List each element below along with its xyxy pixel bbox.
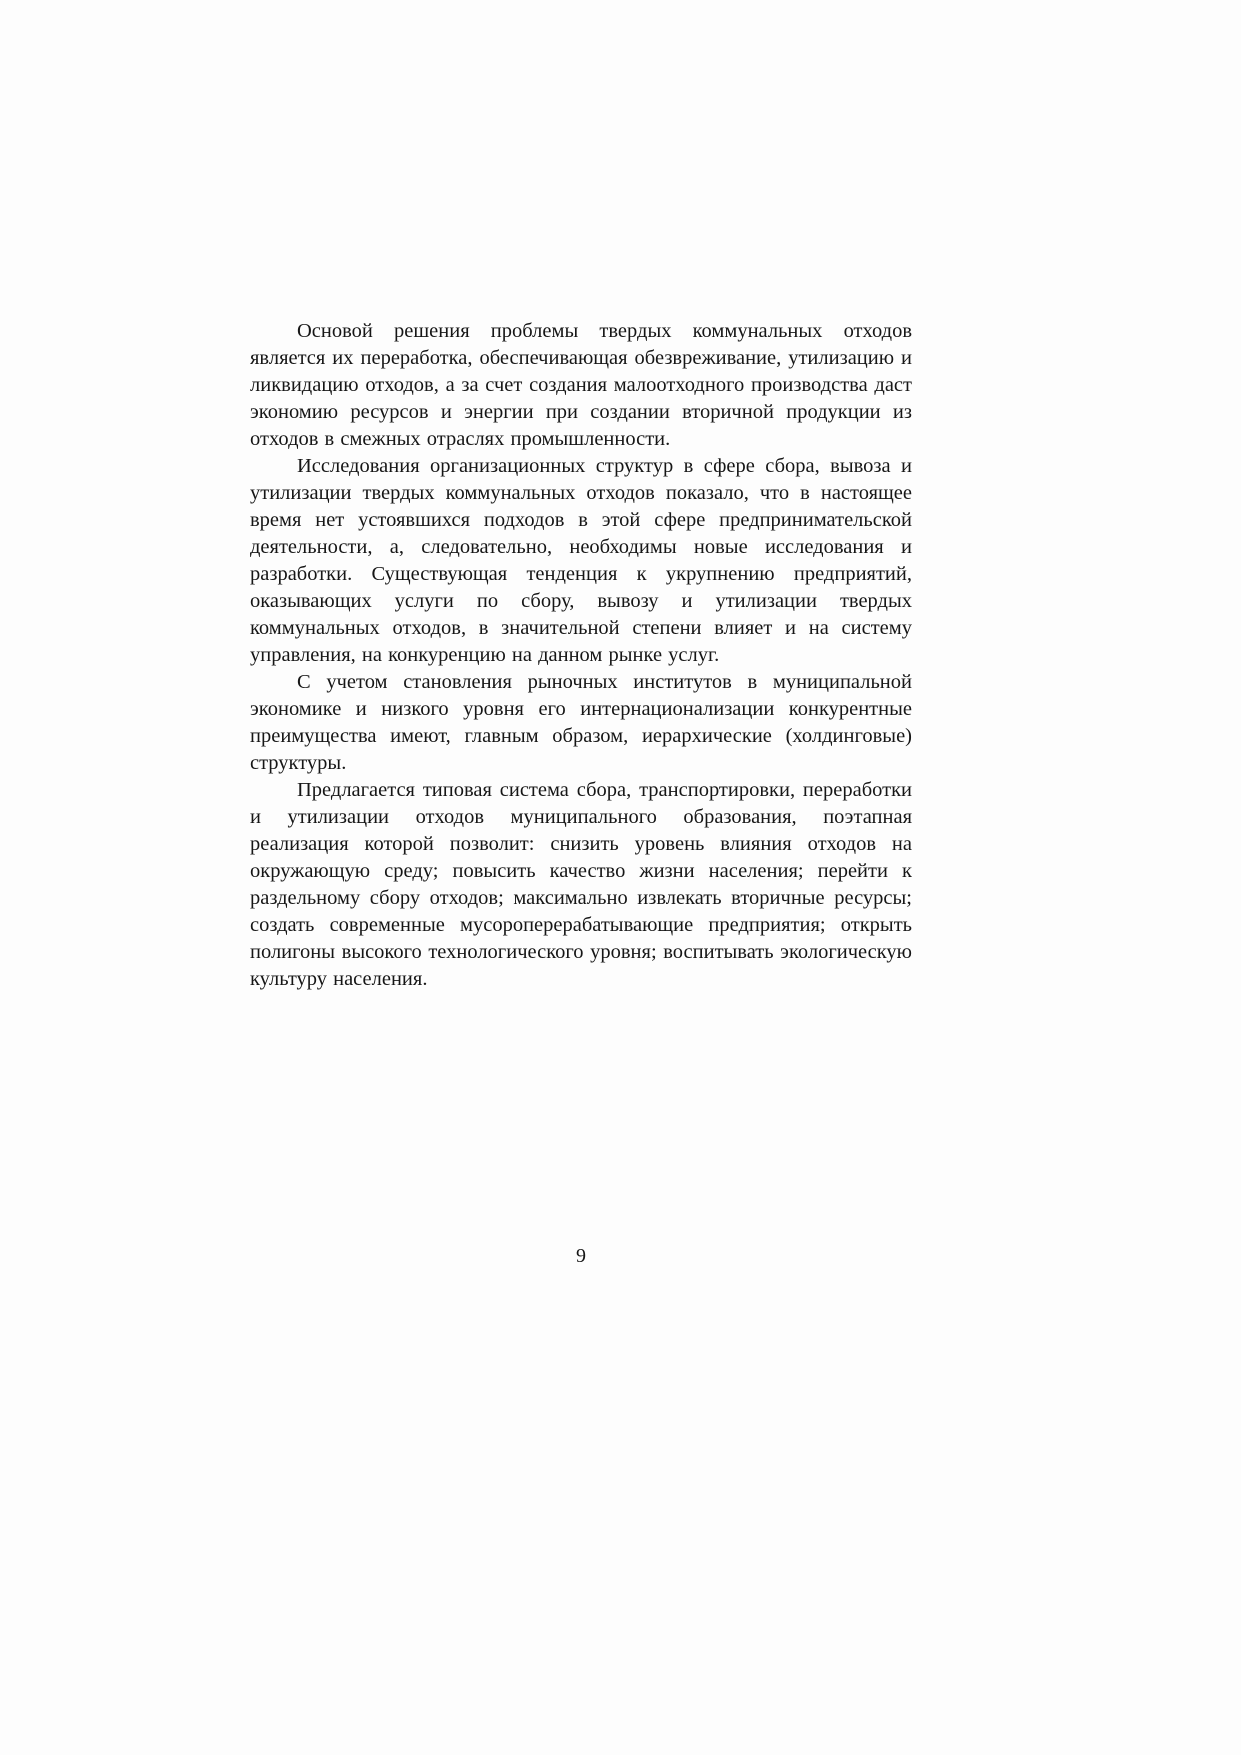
paragraph: Исследования организационных структур в сфере сбора, вывоза и утилизации твердых коммунальных отходов показало, что в настоящее время нет устоявшихся подходов в этой сфере предпринимательской деятельности, а, следовательно, необходимы новые исследования и разработки. Существующая тенденция к укрупнению предприятий, оказывающих услуги по сбору, вывозу и утилизации твердых коммунальных отходов, в значительной степени влияет и на систему управления, на конкуренцию на данном рынке услуг.	[250, 455, 912, 666]
paragraph: С учетом становления рыночных институтов в муниципальной экономике и низкого уровня его интернационализации конкурентные преимущества имеют, главным образом, иерархические (холдинговые) структуры.	[250, 671, 912, 774]
text-block	[250, 318, 912, 993]
page-number: 9	[576, 1245, 586, 1267]
paragraph: Предлагается типовая система сбора, транспортировки, переработки и утилизации отходов муниципального образования, поэтапная реализация которой позволит: снизить уровень влияния отходов на окружающую среду; повысить качество жизни населения; перейти к раздельному сбору отходов; максимально извлекать вторичные ресурсы; создать современные мусороперерабатывающие предприятия; открыть полигоны высокого технологического уровня; воспитывать экологическую культуру населения.	[250, 779, 912, 990]
paragraph: Основой решения проблемы твердых коммунальных отходов является их переработка, обеспечивающая обезвреживание, утилизацию и ликвидацию отходов, а за счет создания малоотходного производства даст экономию ресурсов и энергии при создании вторичной продукции из отходов в смежных отраслях промышленности.	[250, 320, 912, 450]
